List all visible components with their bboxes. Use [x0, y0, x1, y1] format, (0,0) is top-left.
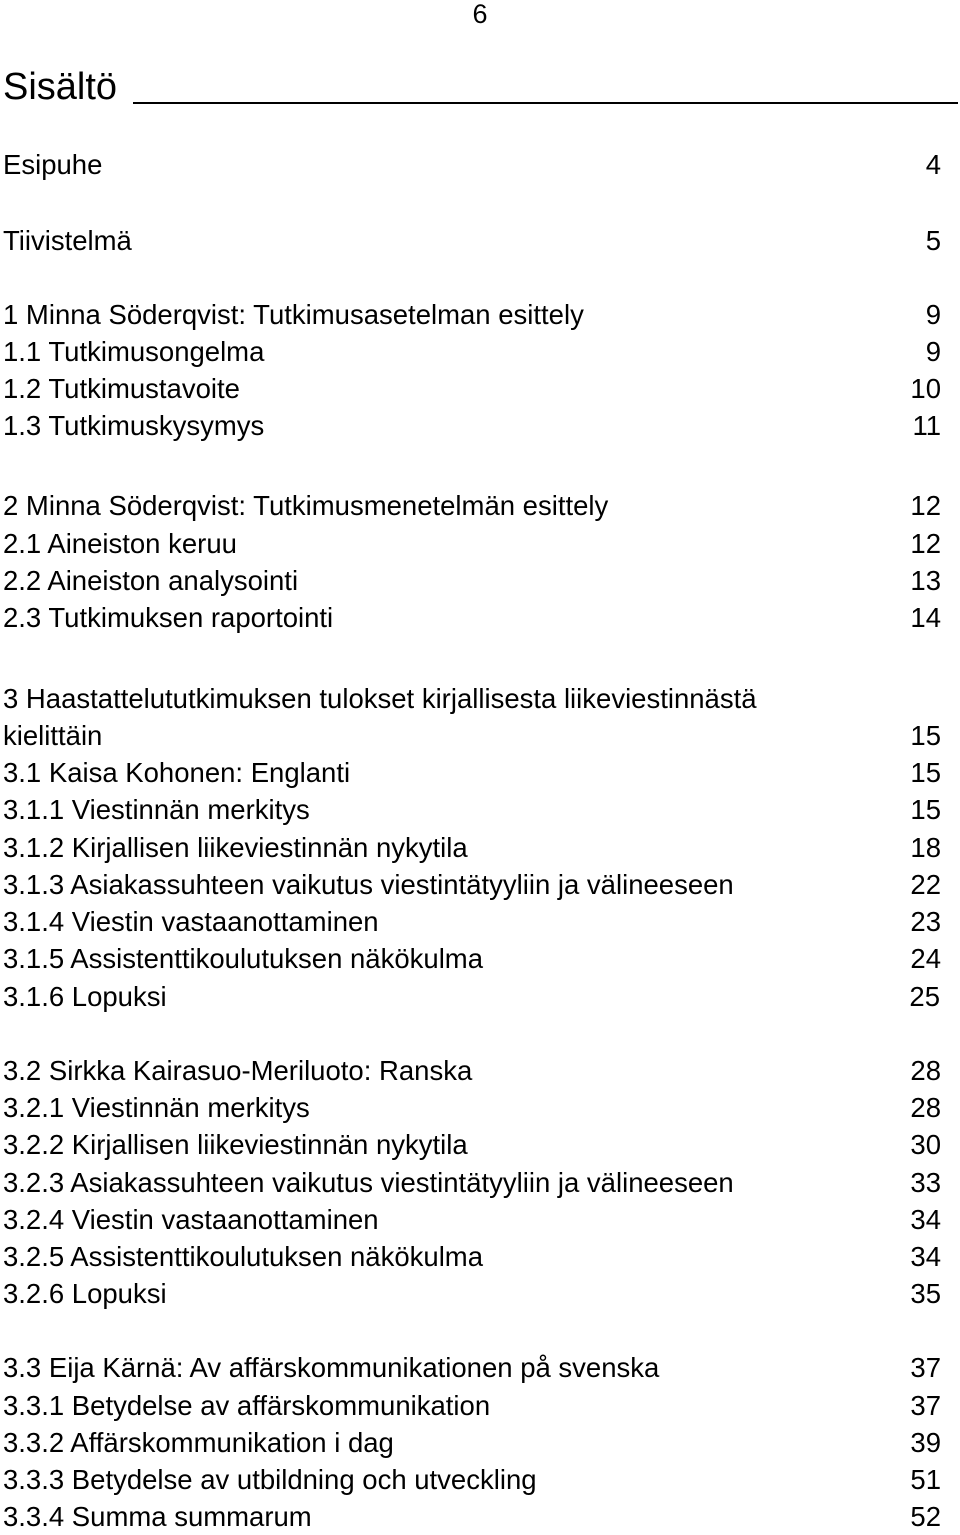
- toc-entry-title: 3.2.6 Lopuksi: [3, 1278, 167, 1309]
- toc-entry-page: 28: [910, 1092, 941, 1123]
- toc-entry-page: 34: [910, 1241, 941, 1272]
- toc-entry-title: 3.3 Eija Kärnä: Av affärskommunikationen på svenska: [3, 1352, 660, 1383]
- toc-entry-title: 3.2.2 Kirjallisen liikeviestinnän nykytila: [3, 1129, 468, 1160]
- toc-entry-page: 14: [910, 602, 941, 633]
- toc-entry-page: 24: [910, 943, 941, 974]
- toc-entry-page: 9: [925, 336, 941, 367]
- toc-entry-title: 3.1.4 Viestin vastaanottaminen: [3, 906, 379, 937]
- toc-entry-title: 3.1.5 Assistenttikoulutuksen näkökulma: [3, 943, 484, 974]
- toc-entry-page: 18: [910, 832, 941, 863]
- toc-entry-page: 37: [910, 1390, 941, 1421]
- toc-entry-page: 23: [910, 906, 941, 937]
- toc-entry-page: 33: [910, 1167, 941, 1198]
- toc-entry-title: 3.2.3 Asiakassuhteen vaikutus viestintätyyliin ja välineeseen: [3, 1167, 734, 1198]
- toc-entry-page: 12: [910, 490, 941, 521]
- toc-entry-title: 3.1 Kaisa Kohonen: Englanti: [3, 757, 351, 788]
- toc-entry-title: 2 Minna Söderqvist: Tutkimusmenetelmän esittely: [3, 490, 609, 521]
- toc-entry-title: 3.1.3 Asiakassuhteen vaikutus viestintätyyliin ja välineeseen: [3, 869, 734, 900]
- toc-entry-page: 11: [912, 410, 941, 441]
- toc-entry-page: 22: [910, 869, 941, 900]
- title-underline: [133, 102, 958, 104]
- toc-entry-title: 3.2.5 Assistenttikoulutuksen näkökulma: [3, 1241, 484, 1272]
- toc-entry-title: kielittäin: [3, 720, 103, 751]
- toc-entry-page: 39: [910, 1427, 941, 1458]
- toc-entry-page: 25: [909, 981, 940, 1012]
- toc-entry-page: 9: [925, 299, 941, 330]
- toc-entry-title: 3.2.1 Viestinnän merkitys: [3, 1092, 310, 1123]
- toc-entry-title: Esipuhe: [3, 149, 103, 180]
- page-number: 6: [472, 0, 488, 29]
- toc-entry-title: 3.3.1 Betydelse av affärskommunikation: [3, 1390, 491, 1421]
- toc-entry-title: 1.1 Tutkimusongelma: [3, 336, 265, 367]
- toc-entry-title: 3.1.6 Lopuksi: [3, 981, 167, 1012]
- toc-entry-page: 13: [910, 565, 941, 596]
- toc-entry-page: 10: [910, 373, 941, 404]
- toc-entry-title: 2.1 Aineiston keruu: [3, 528, 237, 559]
- page-title: Sisältö: [3, 66, 118, 108]
- toc-entry-page: 34: [910, 1204, 941, 1235]
- toc-entry-title: 2.2 Aineiston analysointi: [3, 565, 299, 596]
- toc-entry-title: 3.3.3 Betydelse av utbildning och utveckling: [3, 1464, 537, 1495]
- toc-entry-page: 5: [925, 225, 941, 256]
- toc-entry-page: 15: [910, 720, 941, 751]
- toc-entry-title: 3.1.2 Kirjallisen liikeviestinnän nykytila: [3, 832, 468, 863]
- toc-entry-page: 4: [925, 149, 941, 180]
- toc-entry-title: Tiivistelmä: [3, 225, 132, 256]
- toc-entry-page: 51: [910, 1464, 941, 1495]
- toc-entry-page: 12: [910, 528, 941, 559]
- toc-entry-page: 52: [910, 1501, 941, 1532]
- toc-entry-page: 35: [910, 1278, 941, 1309]
- toc-entry-title: 3.3.2 Affärskommunikation i dag: [3, 1427, 394, 1458]
- toc-entry-title: 3 Haastattelututkimuksen tulokset kirjallisesta liikeviestinnästä: [3, 683, 757, 714]
- toc-entry-page: 15: [910, 794, 941, 825]
- toc-entry-title: 3.2.4 Viestin vastaanottaminen: [3, 1204, 379, 1235]
- toc-entry-page: 28: [910, 1055, 941, 1086]
- toc-entry-title: 3.2 Sirkka Kairasuo-Meriluoto: Ranska: [3, 1055, 473, 1086]
- toc-entry-page: 30: [910, 1129, 941, 1160]
- toc-entry-title: 1.2 Tutkimustavoite: [3, 373, 240, 404]
- toc-entry-page: 15: [910, 757, 941, 788]
- toc-entry-title: 2.3 Tutkimuksen raportointi: [3, 602, 334, 633]
- toc-entry-title: 1 Minna Söderqvist: Tutkimusasetelman esittely: [3, 299, 584, 330]
- toc-entry-page: 37: [910, 1352, 941, 1383]
- toc-entry-title: 3.1.1 Viestinnän merkitys: [3, 794, 310, 825]
- toc-entry-title: 3.3.4 Summa summarum: [3, 1501, 312, 1532]
- toc-entry-title: 1.3 Tutkimuskysymys: [3, 410, 265, 441]
